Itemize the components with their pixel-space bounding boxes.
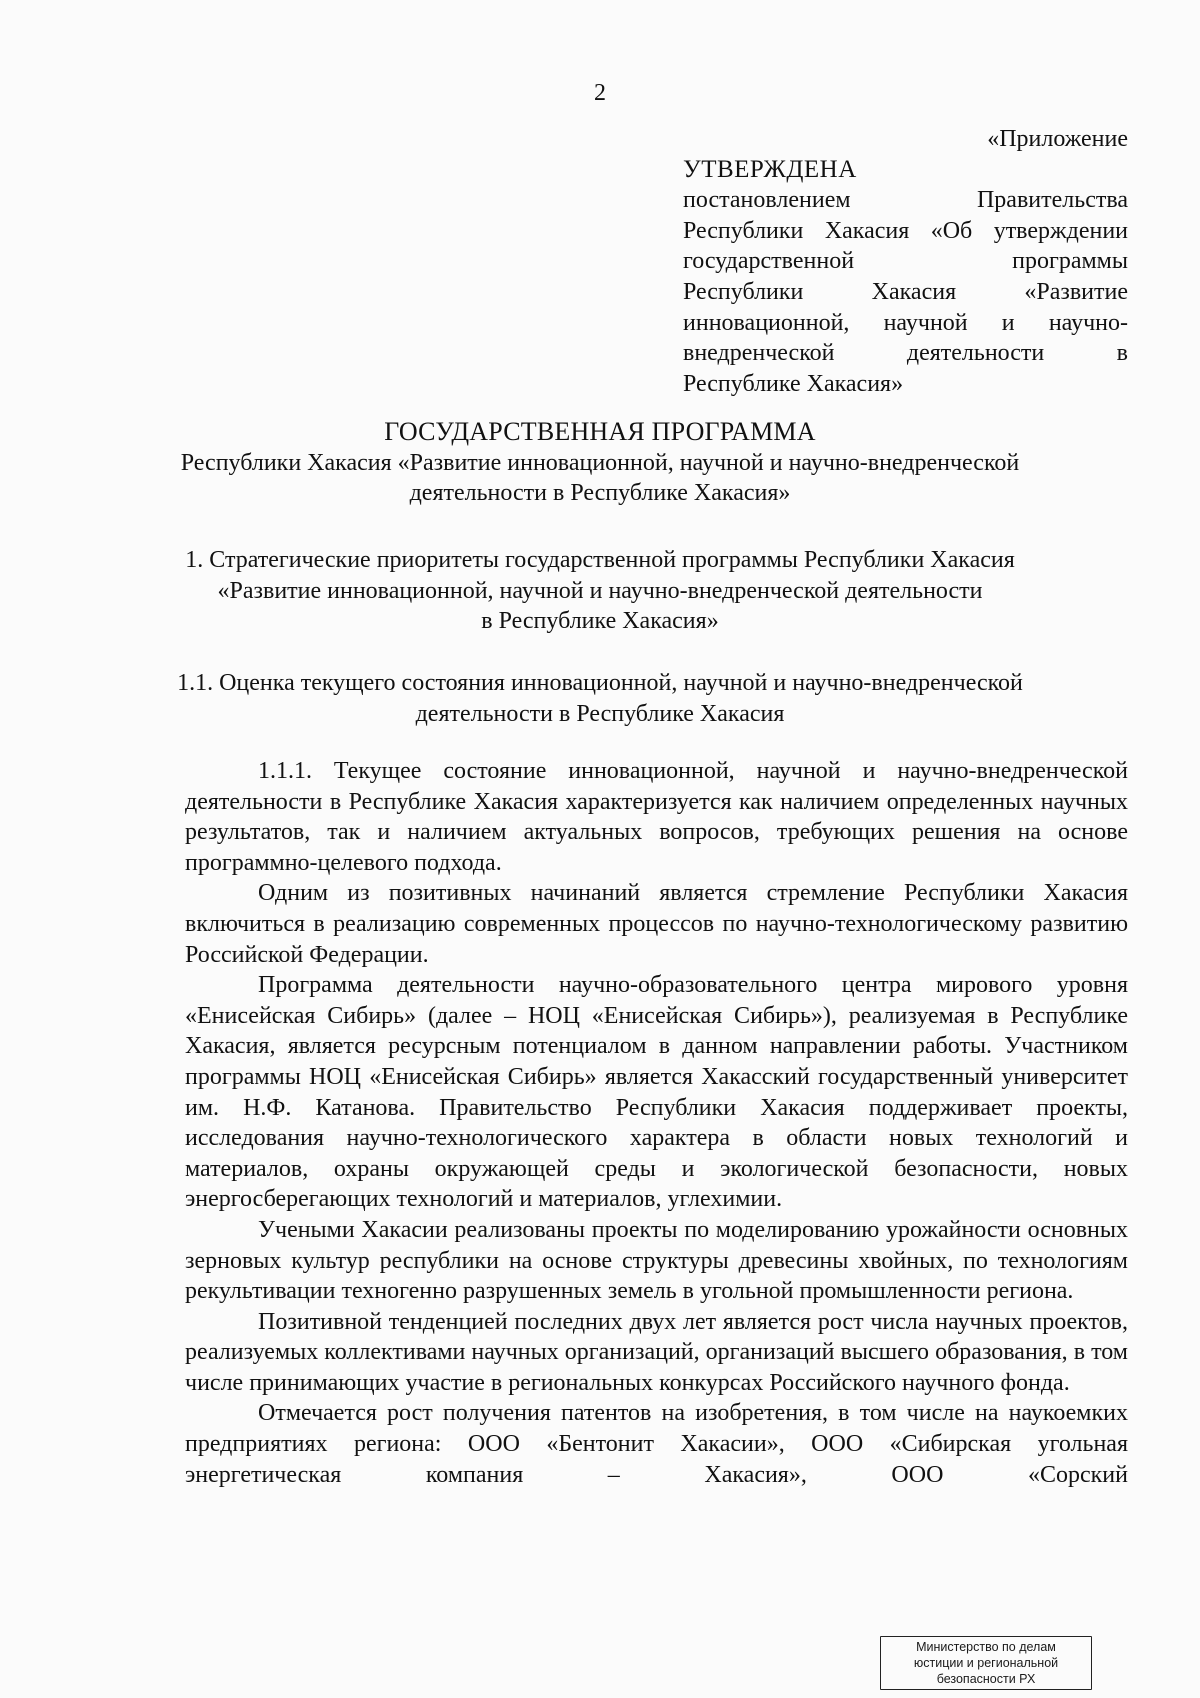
approval-block <box>683 124 1128 399</box>
approval-basis <box>683 185 1128 399</box>
section-1-heading <box>150 545 1050 637</box>
approval-basis-line: Республике Хакасия» <box>683 370 904 397</box>
approval-basis-line: Республики Хакасия «Об утверждении <box>683 217 1128 244</box>
paragraph: Программа деятельности научно-образовательного центра мирового уровня «Енисейская Сибирь» (далее – НОЦ «Енисейская Сибирь»), реализуемая в Республике Хакасия, является ресурсным потенциалом в данном направлении работы. Участником программы НОЦ «Енисейская Сибирь» является Хакасский государственный университет им. Н.Ф. Катанова. Правительство Республики Хакасия поддерживает проекты, исследования научно-технологического характера в области новых технологий и материалов, охраны окружающей среды и экологической безопасности, новых энергосберегающих технологий и материалов, углехимии. <box>185 972 1128 1213</box>
program-subtitle-line: деятельности в Республике Хакасия» <box>409 480 791 507</box>
paragraph: 1.1.1. Текущее состояние инновационной, научной и научно-внедренческой деятельности в Республике Хакасия характеризуется как наличием определенных научных результатов, так и наличием актуальных вопросов, требующих решения на основе программно-целевого подхода. <box>185 758 1128 876</box>
page-number: 2 <box>594 80 606 106</box>
approval-basis-line: инновационной, научной и научно- <box>683 309 1128 336</box>
program-title: ГОСУДАРСТВЕННАЯ ПРОГРАММА <box>384 417 816 446</box>
approval-basis-line: постановлением Правительства <box>683 187 1128 214</box>
program-subtitle-line: Республики Хакасия «Развитие инновационной, научной и научно-внедренческой <box>180 449 1020 476</box>
section-1-1-line: деятельности в Республике Хакасия <box>415 700 785 727</box>
stamp-line: Министерство по делам <box>916 1640 1056 1654</box>
approval-basis-line: Республики Хакасия «Развитие <box>683 278 1128 305</box>
section-1-line: 1. Стратегические приоритеты государственной программы Республики Хакасия <box>185 547 1015 573</box>
body-text <box>185 756 1128 1490</box>
annex-label: «Приложение <box>987 126 1128 152</box>
approval-basis-line: государственной программы <box>683 248 1128 275</box>
paragraph: Одним из позитивных начинаний является стремление Республики Хакасия включиться в реализацию современных процессов по научно-технологическому развитию Российской Федерации. <box>185 880 1128 968</box>
approved-label: УТВЕРЖДЕНА <box>683 155 857 183</box>
paragraph: Учеными Хакасии реализованы проекты по моделированию урожайности основных зерновых культур республики на основе структуры древесины хвойных, по технологиям рекультивации техногенно разрушенных земель в угольной промышленности региона. <box>185 1216 1128 1305</box>
paragraph: Позитивной тенденцией последних двух лет является рост числа научных проектов, реализуемых коллективами научных организаций, организаций высшего образования, в том числе принимающих участие в региональных конкурсах Российского научного фонда. <box>185 1308 1128 1396</box>
paragraph: Отмечается рост получения патентов на изобретения, в том числе на наукоемких предприятиях региона: ООО «Бентонит Хакасии», ООО «Сибирская угольная энергетическая компания – Хакасия», ООО «Сорский <box>185 1400 1128 1488</box>
section-1-line: в Республике Хакасия» <box>481 608 719 635</box>
program-heading <box>150 417 1050 509</box>
stamp-line: безопасности РХ <box>936 1672 1036 1686</box>
ministry-stamp <box>880 1636 1092 1690</box>
section-1-1-heading <box>150 668 1050 729</box>
section-1-1-line: 1.1. Оценка текущего состояния инновационной, научной и научно-внедренческой <box>177 670 1023 696</box>
stamp-line: юстиции и региональной <box>913 1656 1059 1670</box>
approval-basis-line: внедренческой деятельности в <box>683 340 1128 367</box>
section-1-line: «Развитие инновационной, научной и научно-внедренческой деятельности <box>217 577 983 604</box>
